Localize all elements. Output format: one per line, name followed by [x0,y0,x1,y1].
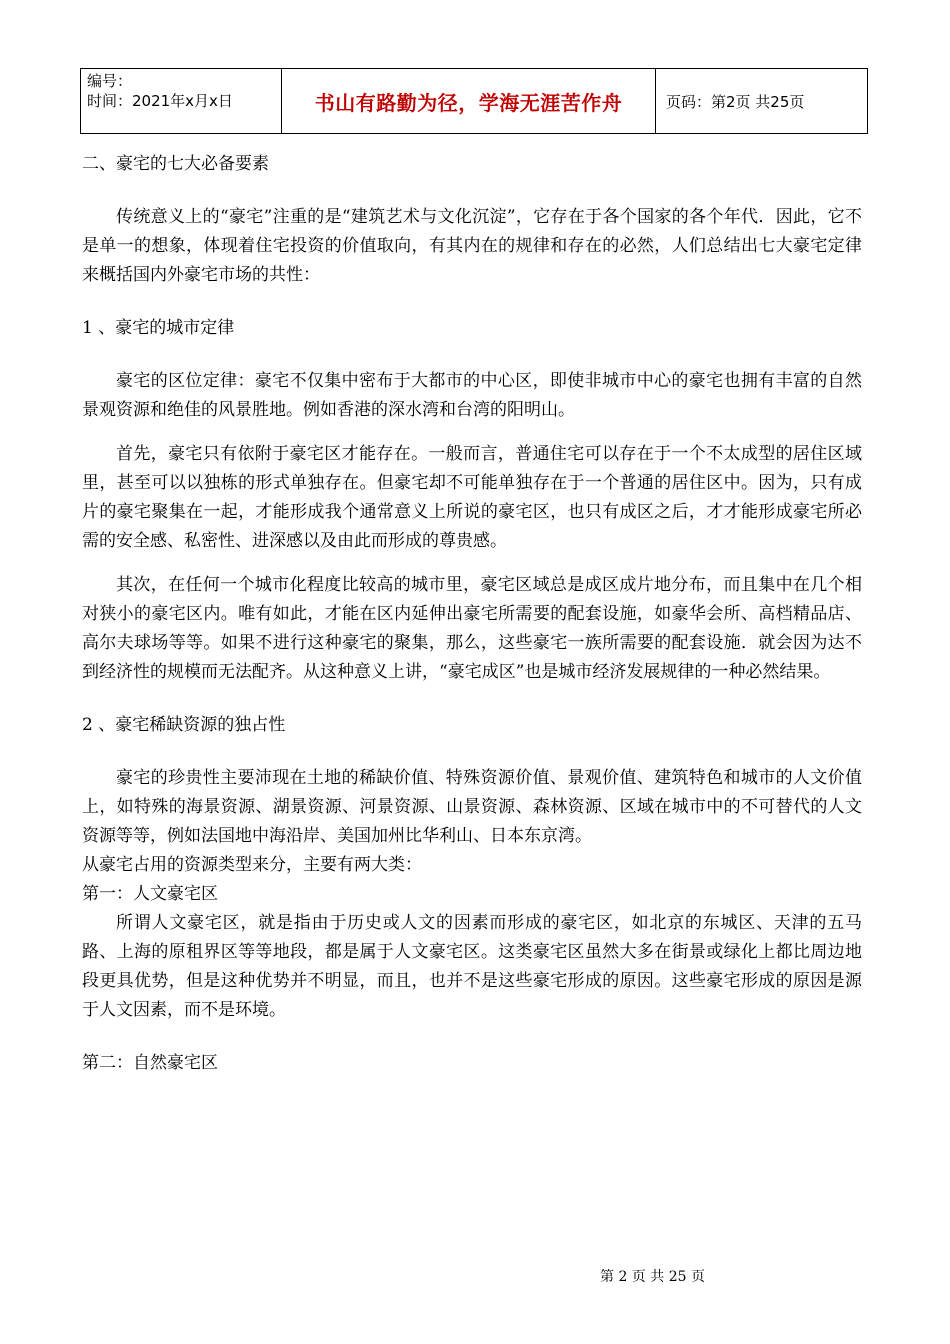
header-page-info-cell [656,69,867,133]
paragraph-location-law: 豪宅的区位定律：豪宅不仅集中密布于大都市的中心区，即使非城市中心的豪宅也拥有丰富的自然景观资源和绝佳的风景胜地。例如香港的深水湾和台湾的阳明山。 [82,371,862,420]
heading-cultural-district: 第一：人文豪宅区 [82,884,218,904]
paragraph-first: 首先，豪宅只有依附于豪宅区才能存在。一般而言，普通住宅可以存在于一个不太成型的居住区域里，甚至可以以独栋的形式单独存在。但豪宅却不可能单独存在于一个普通的居住区中。因为，只有成片的豪宅聚集在一起，才能形成我个通常意义上所说的豪宅区，也只有成区之后，才才能形成豪宅所必需的安全感、私密性、进深感以及由此而形成的尊贵感。 [82,444,862,551]
paragraph-second: 其次，在任何一个城市化程度比较高的城市里，豪宅区域总是成区成片地分布，而且集中在几个相对狭小的豪宅区内。唯有如此，才能在区内延伸出豪宅所需要的配套设施，如豪华会所、高档精品店、高尔夫球场等等。如果不进行这种豪宅的聚集，那么，这些豪宅一族所需要的配套设施．就会因为达不到经济性的规模而无法配齐。从这种意义上讲，“豪宅成区”也是城市经济发展规律的一种必然结果。 [82,575,862,682]
section-title: 二、豪宅的七大必备要素 [82,154,269,174]
page-info-text: 页码：第2页 共25页 [666,92,805,111]
header-meta-cell [81,69,282,133]
serial-number-label: 编号： [87,72,133,90]
footer-page-number: 第 2 页 共 25 页 [600,1269,705,1285]
paragraph-cultural-district: 所谓人文豪宅区，就是指由于历史或人文的因素而形成的豪宅区，如北京的东城区、天津的五马路、上海的原租界区等等地段，都是属于人文豪宅区。这类豪宅区虽然大多在街景或绿化上都比周边地段更具优势，但是这种优势并不明显，而且，也并不是这些豪宅形成的原因。这些豪宅形成的原因是源于人文因素，而不是环境。 [82,913,862,1020]
heading-natural-district: 第二：自然豪宅区 [82,1053,218,1073]
paragraph-resource-types: 从豪宅占用的资源类型来分，主要有两大类： [82,855,422,875]
page-footer [0,1266,950,1286]
motto-text: 书山有路勤为径，学海无涯苦作舟 [314,90,623,115]
intro-paragraph: 传统意义上的“豪宅”注重的是“建筑艺术与文化沉淀”，它存在于各个国家的各个年代．因此，它不是单一的想象，体现着住宅投资的价值取向，有其内在的规律和存在的必然，人们总结出七大豪宅定律来概括国内外豪宅市场的共性： [82,207,862,285]
heading-scarce-resources: 2 、豪宅稀缺资源的独占性 [82,715,286,735]
header-motto-cell [282,69,656,133]
paragraph-preciousness: 豪宅的珍贵性主要沛现在土地的稀缺价值、特殊资源价值、景观价值、建筑特色和城市的人文价值上，如特殊的海景资源、湖景资源、河景资源、山景资源、森林资源、区域在城市中的不可替代的人文资源等等，例如法国地中海沿岸、美国加州比华利山、日本东京湾。 [82,768,862,846]
document-body [82,150,862,1078]
header-table [80,68,868,134]
time-label: 时间：2021年x月x日 [87,92,233,110]
heading-city-law: 1 、豪宅的城市定律 [82,318,235,338]
